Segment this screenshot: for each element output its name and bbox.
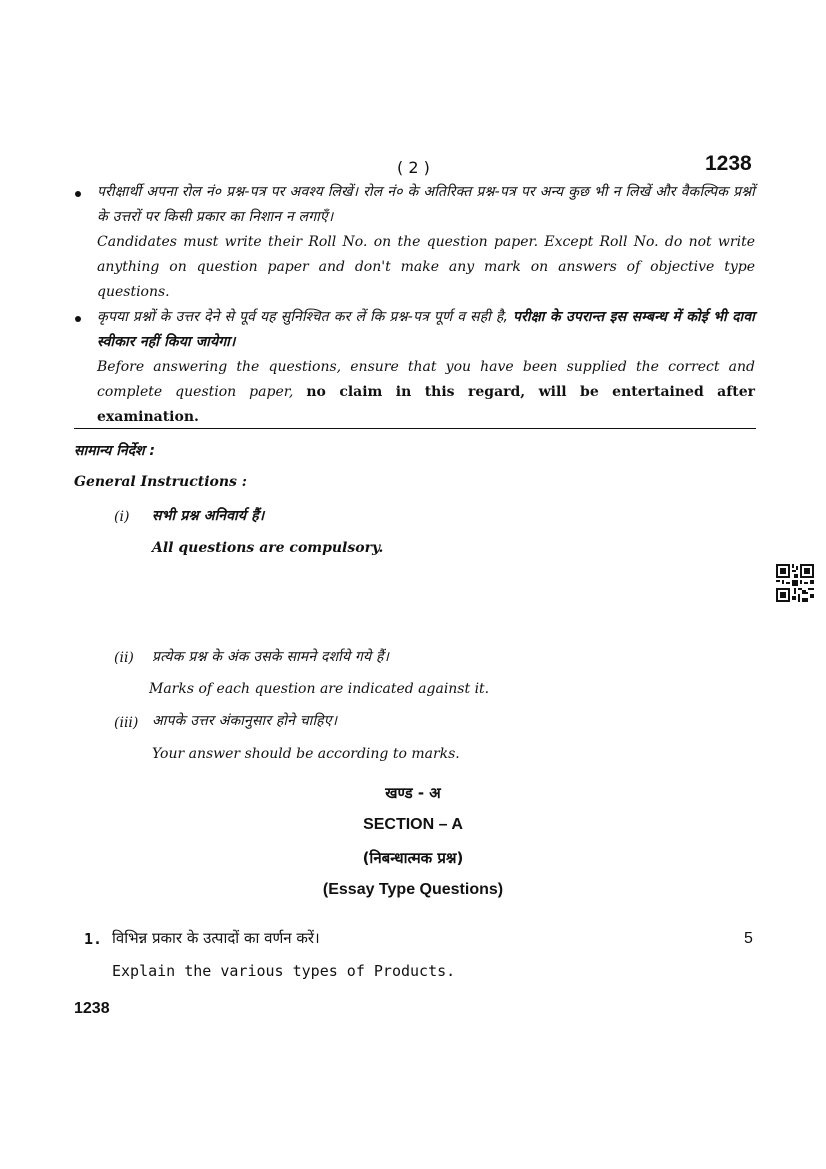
instruction-2-english: Marks of each question are indicated against it. bbox=[149, 681, 490, 697]
instruction-3-number: (iii) bbox=[114, 715, 139, 731]
question-1-number: 1. bbox=[84, 930, 103, 948]
instruction-1-number: (i) bbox=[114, 509, 130, 525]
paper-code-bottom: 1238 bbox=[74, 1000, 110, 1017]
page-number: ( 2 ) bbox=[397, 158, 430, 177]
instruction-3-english: Your answer should be according to marks. bbox=[152, 746, 460, 762]
question-1-english: Explain the various types of Products. bbox=[112, 962, 456, 980]
note-2-english-plain: Before answering the questions, ensure that you have been supplied the correct and complete question paper, bbox=[97, 359, 755, 400]
instruction-2-hindi: प्रत्येक प्रश्न के अंक उसके सामने दर्शाये गये हैं। bbox=[152, 649, 390, 665]
section-type-english: (Essay Type Questions) bbox=[322, 881, 504, 898]
bullet-icon bbox=[75, 191, 81, 197]
instruction-1-english: All questions are compulsory. bbox=[152, 540, 384, 556]
note-2-english-bold: no claim in this regard, will be entertained after examination. bbox=[97, 384, 756, 425]
instruction-3-hindi: आपके उत्तर अंकानुसार होने चाहिए। bbox=[152, 713, 338, 729]
instruction-2-number: (ii) bbox=[114, 650, 134, 666]
qr-code-icon bbox=[776, 564, 814, 602]
note-1-hindi: परीक्षार्थी अपना रोल नं० प्रश्न-पत्र पर अवश्य लिखें। रोल नं० के अतिरिक्त प्रश्न-पत्र पर अन्य कुछ भी न लिखें और वैकल्पिक प्रश्नों के उत्तरों पर किसी प्रकार का निशान न लगाएँ। bbox=[97, 184, 755, 225]
paper-code-top: 1238 bbox=[705, 152, 752, 175]
instruction-1-hindi: सभी प्रश्न अनिवार्य हैं। bbox=[152, 508, 265, 524]
question-1-hindi: विभिन्न प्रकार के उत्पादों का वर्णन करें। bbox=[112, 929, 320, 947]
section-type-hindi: (निबन्धात्मक प्रश्न) bbox=[362, 849, 464, 867]
divider bbox=[74, 428, 756, 429]
section-heading-hindi: खण्ड - अ bbox=[385, 784, 441, 802]
bullet-icon bbox=[75, 316, 81, 322]
general-instructions-heading-hindi: सामान्य निर्देश : bbox=[74, 443, 156, 459]
note-2-hindi bbox=[97, 305, 755, 355]
note-2-hindi-plain: कृपया प्रश्नों के उत्तर देने से पूर्व यह सुनिश्चित कर लें कि प्रश्न-पत्र पूर्ण व सही है, bbox=[97, 309, 509, 325]
note-1-english: Candidates must write their Roll No. on the question paper. Except Roll No. do not write anything on question paper and don't make any mark on answers of objective type questions. bbox=[97, 234, 755, 300]
section-heading-english: SECTION – A bbox=[363, 816, 463, 833]
note-2-english bbox=[97, 355, 755, 430]
general-instructions-heading-english: General Instructions : bbox=[74, 474, 247, 490]
question-1-marks: 5 bbox=[744, 930, 753, 947]
note-2-hindi-bold: परीक्षा के उपरान्त इस सम्बन्ध में कोई भी दावा स्वीकार नहीं किया जायेगा। bbox=[97, 309, 755, 350]
